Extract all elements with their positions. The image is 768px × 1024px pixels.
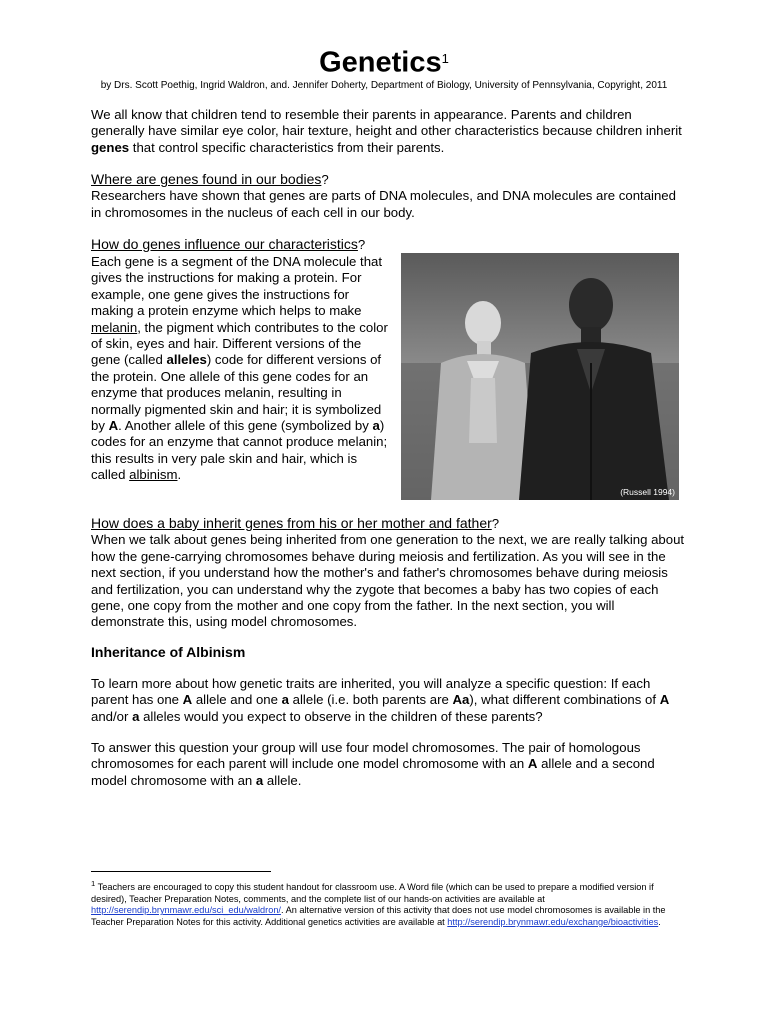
inh-p1-Aa: Aa	[452, 692, 470, 708]
inh-p1-text-3: allele (i.e. both parents are	[289, 692, 453, 708]
inh-p2-A: A	[527, 756, 538, 772]
how-heading-line	[91, 236, 687, 253]
intro-text-2: that control specific characteristics from their parents.	[129, 139, 445, 155]
inh-p1-A: A	[182, 692, 193, 708]
inh-p1-text-4: ), what different combinations of	[469, 692, 660, 708]
allele-a: a	[372, 418, 380, 434]
how-text-2: , the pigment which contributes to the color of skin, eyes and hair. Different versions of the gene (called	[91, 319, 388, 368]
inh-p2-text-2: allele and a second model chromosome with an	[91, 756, 655, 788]
inh-p1-a: a	[281, 692, 289, 708]
footnote-link-bioactivities[interactable]: http://serendip.brynmawr.edu/exchange/bioactivities	[447, 916, 659, 927]
footnote-mark: 1	[91, 879, 96, 888]
byline: by Drs. Scott Poethig, Ingrid Waldron, and. Jennifer Doherty, Department of Biology, University of Pennsylvania, Copyright, 2011	[100, 80, 668, 91]
footnote-divider	[91, 871, 271, 872]
allele-A: A	[108, 418, 119, 434]
term-melanin: melanin	[91, 319, 138, 335]
inh-p1-text-6: alleles would you expect to observe in the children of these parents?	[139, 708, 543, 724]
how-heading-q: ?	[357, 237, 366, 252]
where-heading: Where are genes found in our bodies	[91, 171, 322, 187]
where-heading-q: ?	[321, 172, 329, 187]
how-text-1: Each gene is a segment of the DNA molecule that gives the instructions for making a protein. For example, one gene gives the instructions for making a protein enzyme which helps to make	[91, 254, 383, 319]
term-albinism: albinism	[129, 467, 178, 483]
footnote	[91, 878, 687, 928]
how-heading: How do genes influence our characteristics	[91, 236, 358, 252]
how-text-6: .	[177, 467, 182, 483]
inh-p1-A2: A	[659, 692, 670, 708]
inh-p1-text-2: allele and one	[192, 692, 282, 708]
term-alleles: alleles	[166, 352, 207, 368]
intro-bold-genes: genes	[91, 139, 130, 155]
inh-p1-text-5: and/or	[91, 708, 133, 724]
inh-p1-text-1: To learn more about how genetic traits are inherited, you will analyze a specific question: If each parent has one	[91, 676, 651, 708]
where-body: Researchers have shown that genes are parts of DNA molecules, and DNA molecules are contained in chromosomes in the nucleus of each cell in our body.	[91, 188, 676, 220]
intro-text-1: We all know that children tend to resemble their parents in appearance. Parents and children generally have similar eye color, hair texture, height and other characteristics because children inherit	[91, 107, 682, 139]
inheritance-title: Inheritance of Albinism	[91, 644, 246, 660]
baby-heading-q: ?	[491, 516, 500, 531]
inheritance-paragraph-1	[91, 676, 687, 725]
footnote-text-1: Teachers are encouraged to copy this student handout for classroom use. A Word file (which can be used to prepare a modified version if desired), Teacher Preparation Notes, comments, and the complete list of our hands-on activities are available at	[91, 882, 654, 904]
title-footnote-mark: 1	[441, 51, 449, 66]
photo-illustration	[401, 253, 679, 500]
page-title	[0, 40, 768, 80]
inh-p2-text-3: allele.	[263, 772, 302, 788]
where-section	[91, 171, 687, 221]
baby-body: When we talk about genes being inherited from one generation to the next, we are really talking about how the gene-carrying chromosomes behave during meiosis and fertilization. As you will see in the next section, if you understand how the mother's and father's chromosomes behave during meiosis and fertilization, you can understand why the zygote that becomes a baby has two copies of each gene, one copy from the mother and one copy from the father. In the next section, you will demonstrate this, using model chromosomes.	[91, 532, 685, 630]
baby-section	[91, 515, 687, 631]
photo-credit: (Russell 1994)	[620, 487, 675, 497]
how-text-3: ) code for different versions of the protein. One allele of this gene codes for an enzyme that produces melanin, resulting in normally pigmented skin and hair; it is symbolized by	[91, 352, 382, 434]
footnote-text-3: .	[658, 916, 661, 927]
how-text-4: . Another allele of this gene (symbolized by	[118, 418, 373, 434]
albinism-photo	[401, 253, 679, 500]
intro-paragraph	[91, 107, 687, 156]
inh-p2-a: a	[255, 772, 264, 788]
title-text: Genetics	[319, 46, 442, 79]
baby-heading: How does a baby inherit genes from his or her mother and father	[91, 515, 492, 531]
footnote-link-waldron[interactable]: http://serendip.brynmawr.edu/sci_edu/waldron/	[91, 905, 281, 916]
inh-p1-a2: a	[132, 708, 140, 724]
how-text-5: ) codes for an enzyme that cannot produce melanin; this results in very pale skin and hair, which is called	[91, 418, 388, 483]
footnote-text-2: . An alternative version of this activity that does not use model chromosomes is available in the Teacher Preparation Notes for this activity. Additional genetics activities are available at	[91, 905, 666, 927]
how-body	[91, 254, 393, 484]
inheritance-paragraph-2	[91, 740, 687, 789]
inh-p2-text-1: To answer this question your group will use four model chromosomes. The pair of homologous chromosomes for each parent will include one model chromosome with an	[91, 740, 641, 772]
